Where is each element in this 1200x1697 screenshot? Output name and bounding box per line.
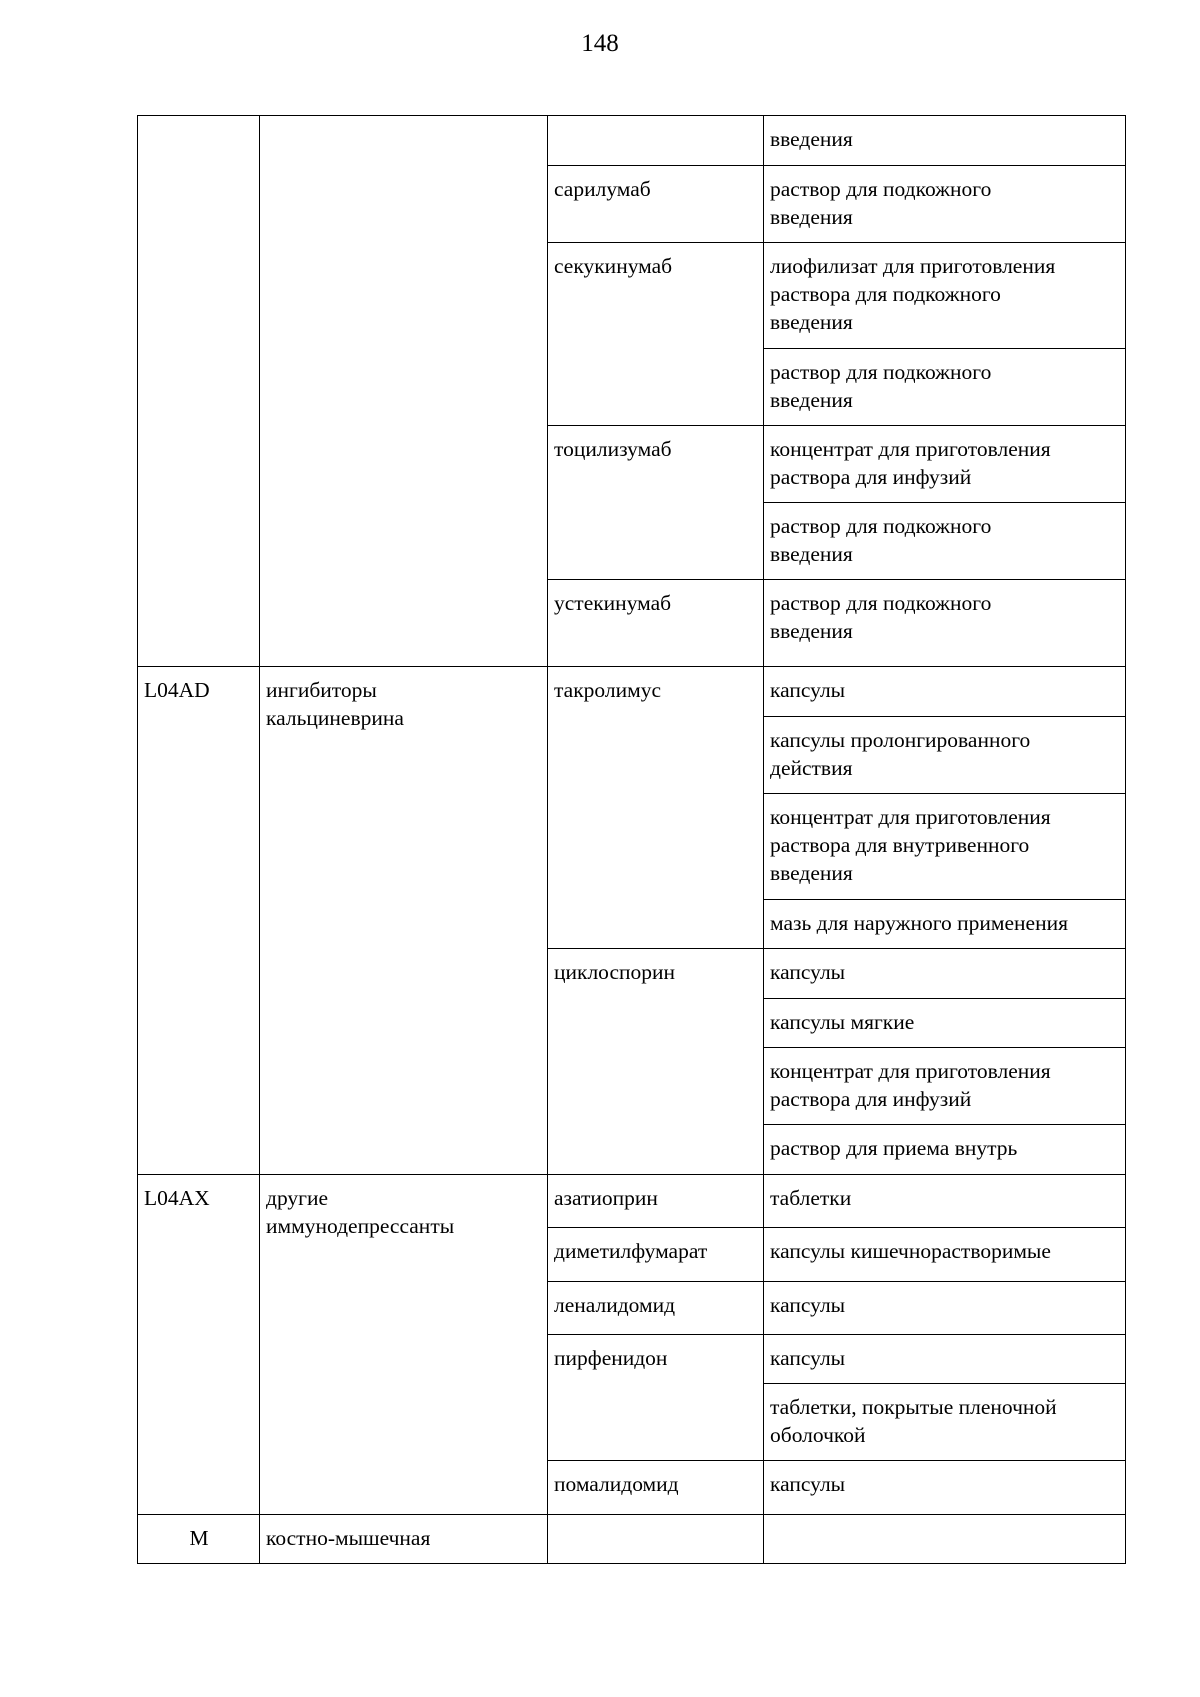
dosage-form-cell — [764, 243, 1126, 349]
table-row — [138, 116, 1126, 166]
dosage-form-cell — [764, 1515, 1126, 1564]
atc-code-cell — [138, 1515, 260, 1564]
atc-code-cell — [138, 667, 260, 1175]
dosage-form-line: введения — [770, 619, 853, 643]
drug-name: такролимус — [554, 678, 661, 702]
table-row — [138, 667, 1126, 717]
dosage-form-line: введения — [770, 205, 853, 229]
drug-name-cell — [548, 580, 764, 667]
dosage-form-line: раствор для подкожного — [770, 360, 992, 384]
dosage-form-line: раствора для подкожного — [770, 282, 1001, 306]
dosage-form-line: капсулы — [770, 960, 846, 984]
drug-name: сарилумаб — [554, 177, 651, 201]
dosage-form-line: концентрат для приготовления — [770, 437, 1051, 461]
dosage-form-line: мазь для наружного применения — [770, 911, 1068, 935]
drug-name-cell — [548, 426, 764, 580]
drug-name-cell — [548, 1282, 764, 1335]
drug-name: леналидомид — [554, 1293, 676, 1317]
group-name-cell — [260, 1175, 548, 1515]
dosage-form-line: раствора для внутривенного — [770, 833, 1030, 857]
dosage-form-line: раствор для подкожного — [770, 514, 992, 538]
dosage-form-line: раствора для инфузий — [770, 465, 972, 489]
drug-name: диметилфумарат — [554, 1239, 708, 1263]
drug-name-cell — [548, 1175, 764, 1228]
dosage-form-cell — [764, 999, 1126, 1048]
dosage-form-line: раствора для инфузий — [770, 1087, 972, 1111]
group-name-line: костно-мышечная — [266, 1526, 431, 1550]
drug-name-cell — [548, 949, 764, 1175]
table-row — [138, 1515, 1126, 1564]
dosage-form-line: раствор для подкожного — [770, 177, 992, 201]
drug-name-cell — [548, 1228, 764, 1282]
dosage-form-line: капсулы — [770, 1293, 846, 1317]
dosage-form-cell — [764, 717, 1126, 794]
dosage-form-cell — [764, 166, 1126, 243]
dosage-form-line: раствор для приема внутрь — [770, 1136, 1018, 1160]
drug-name: пирфенидон — [554, 1346, 668, 1370]
drug-name: тоцилизумаб — [554, 437, 672, 461]
atc-code-cell — [138, 1175, 260, 1515]
drug-name-cell — [548, 667, 764, 949]
group-name-cell — [260, 667, 548, 1175]
dosage-form-cell — [764, 1335, 1126, 1384]
atc-code-cell — [138, 116, 260, 667]
dosage-form-line: введения — [770, 127, 853, 151]
drug-name-cell — [548, 1515, 764, 1564]
dosage-form-cell — [764, 900, 1126, 949]
drug-name-cell — [548, 1461, 764, 1515]
drug-table — [137, 115, 1126, 1564]
atc-code: M — [189, 1526, 209, 1550]
dosage-form-line: лиофилизат для приготовления — [770, 254, 1056, 278]
dosage-form-cell — [764, 1461, 1126, 1515]
dosage-form-cell — [764, 1048, 1126, 1125]
dosage-form-line: концентрат для приготовления — [770, 1059, 1051, 1083]
dosage-form-line: раствор для подкожного — [770, 591, 992, 615]
group-name-line: кальциневрина — [266, 706, 404, 730]
dosage-form-cell — [764, 349, 1126, 426]
dosage-form-line: капсулы кишечнорастворимые — [770, 1239, 1051, 1263]
dosage-form-cell — [764, 1282, 1126, 1335]
dosage-form-line: концентрат для приготовления — [770, 805, 1051, 829]
dosage-form-line: введения — [770, 310, 853, 334]
dosage-form-cell — [764, 116, 1126, 166]
dosage-form-line: таблетки — [770, 1186, 852, 1210]
dosage-form-cell — [764, 1175, 1126, 1228]
dosage-form-cell — [764, 580, 1126, 667]
group-name-line: другие — [266, 1186, 329, 1210]
dosage-form-line: введения — [770, 388, 853, 412]
drug-name-cell — [548, 243, 764, 426]
table-row — [138, 1175, 1126, 1228]
dosage-form-cell — [764, 1228, 1126, 1282]
drug-name: устекинумаб — [554, 591, 672, 615]
group-name-line: иммунодепрессанты — [266, 1214, 455, 1238]
drug-name-cell — [548, 1335, 764, 1461]
dosage-form-line: оболочкой — [770, 1423, 866, 1447]
dosage-form-line: капсулы — [770, 678, 846, 702]
dosage-form-cell — [764, 949, 1126, 999]
dosage-form-cell — [764, 1384, 1126, 1461]
dosage-form-line: таблетки, покрытые пленочной — [770, 1395, 1057, 1419]
drug-name: циклоспорин — [554, 960, 676, 984]
drug-name: секукинумаб — [554, 254, 673, 278]
drug-name: азатиоприн — [554, 1186, 658, 1210]
dosage-form-line: действия — [770, 756, 853, 780]
dosage-form-cell — [764, 667, 1126, 717]
drug-name-cell — [548, 166, 764, 243]
drug-name-cell — [548, 116, 764, 166]
page-number: 148 — [581, 30, 619, 57]
dosage-form-line: капсулы — [770, 1346, 846, 1370]
dosage-form-line: капсулы — [770, 1472, 846, 1496]
dosage-form-line: введения — [770, 542, 853, 566]
dosage-form-line: капсулы мягкие — [770, 1010, 915, 1034]
group-name-cell — [260, 1515, 548, 1564]
dosage-form-cell — [764, 1125, 1126, 1175]
dosage-form-line: капсулы пролонгированного — [770, 728, 1031, 752]
group-name-cell — [260, 116, 548, 667]
dosage-form-cell — [764, 794, 1126, 900]
atc-code: L04AX — [144, 1186, 210, 1210]
atc-code: L04AD — [144, 678, 210, 702]
dosage-form-cell — [764, 503, 1126, 580]
dosage-form-cell — [764, 426, 1126, 503]
dosage-form-line: введения — [770, 861, 853, 885]
drug-name: помалидомид — [554, 1472, 679, 1496]
group-name-line: ингибиторы — [266, 678, 377, 702]
